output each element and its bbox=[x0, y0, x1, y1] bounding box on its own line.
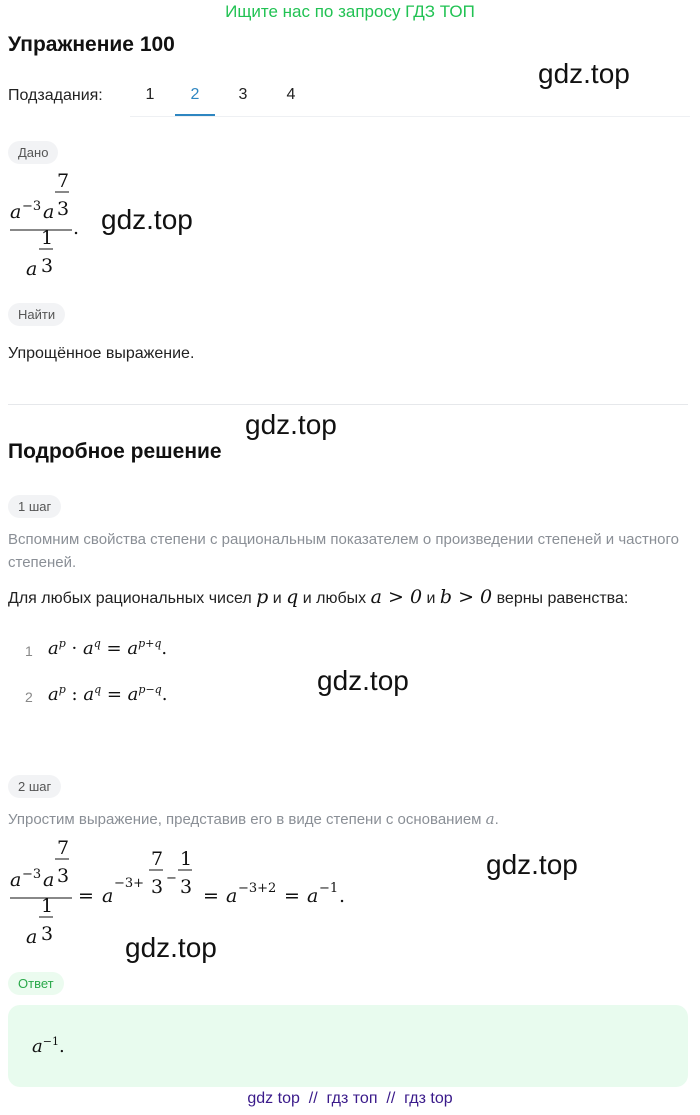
step-1-chip: 1 шаг bbox=[8, 495, 61, 518]
watermark: gdz.top bbox=[245, 409, 337, 440]
svg-text:a: a bbox=[307, 885, 319, 907]
cond-b: b > 0 bbox=[439, 586, 493, 608]
svg-text:7: 7 bbox=[57, 170, 70, 192]
svg-text:.: . bbox=[73, 217, 80, 239]
footer-links[interactable]: gdz top // гдз топ // гдз top bbox=[247, 1090, 453, 1107]
subtask-tabs bbox=[130, 78, 690, 117]
statement-and: и bbox=[272, 590, 282, 607]
statement-and-2: и bbox=[426, 590, 436, 607]
svg-text:3: 3 bbox=[41, 923, 54, 945]
answer-chip: Ответ bbox=[8, 972, 64, 995]
given-expression bbox=[6, 168, 96, 283]
svg-text:−: − bbox=[166, 871, 177, 886]
promo-banner[interactable]: Ищите нас по запросу ГДЗ ТОП bbox=[225, 2, 475, 21]
given-chip: Дано bbox=[8, 141, 58, 164]
rule-1-formula: $a^p \cdot a^q = a^{p+q}$. bbox=[48, 637, 168, 659]
subtasks-label: Подзадания: bbox=[8, 87, 103, 104]
svg-text:−3+: −3+ bbox=[114, 876, 145, 891]
answer-box bbox=[8, 1005, 688, 1087]
page-title: Упражнение 100 bbox=[8, 33, 175, 56]
step-2-chip: 2 шаг bbox=[8, 775, 61, 798]
rule-number: 2 bbox=[25, 689, 33, 705]
tab-subtask-2[interactable]: 2 bbox=[190, 86, 200, 103]
svg-text:−1: −1 bbox=[319, 881, 339, 896]
step-2-note: Упростим выражение, представив его в виде степени с основанием a. bbox=[8, 810, 499, 828]
svg-text:a: a bbox=[43, 869, 55, 891]
find-text: Упрощённое выражение. bbox=[8, 345, 195, 362]
svg-text:1: 1 bbox=[41, 227, 54, 249]
solution-heading: Подробное решение bbox=[8, 440, 222, 463]
svg-text:a: a bbox=[26, 926, 38, 948]
svg-text:3: 3 bbox=[41, 255, 54, 277]
svg-text:−3+2: −3+2 bbox=[238, 881, 277, 896]
svg-text:7: 7 bbox=[151, 848, 164, 870]
section-divider bbox=[8, 404, 688, 405]
svg-text:−3: −3 bbox=[22, 199, 42, 214]
svg-text:3: 3 bbox=[151, 876, 164, 898]
svg-text:3: 3 bbox=[180, 876, 193, 898]
tab-subtask-3[interactable]: 3 bbox=[238, 86, 248, 103]
watermark: gdz.top bbox=[125, 932, 217, 963]
rule-2-formula: $a^p$ : $a^q = a^{p-q}$. bbox=[48, 683, 168, 705]
step-1-note: Вспомним свойства степени с рациональным показателем о произведении степеней и частного степеней. bbox=[8, 531, 679, 571]
svg-text:1: 1 bbox=[41, 895, 54, 917]
svg-text:=: = bbox=[203, 885, 219, 907]
watermark: gdz.top bbox=[486, 849, 578, 880]
var-q: q bbox=[286, 586, 299, 608]
find-chip: Найти bbox=[8, 303, 65, 326]
svg-text:a: a bbox=[102, 885, 114, 907]
svg-text:3: 3 bbox=[57, 865, 70, 887]
tab-subtask-1[interactable]: 1 bbox=[145, 86, 155, 103]
svg-text:.: . bbox=[339, 885, 346, 907]
step-2-expression bbox=[6, 832, 366, 952]
watermark: gdz.top bbox=[101, 204, 193, 235]
rule-number: 1 bbox=[25, 643, 33, 659]
cond-a: a > 0 bbox=[370, 586, 423, 608]
svg-text:a: a bbox=[26, 258, 38, 280]
statement-pre: Для любых рациональных чисел bbox=[8, 590, 252, 607]
step-1-statement bbox=[8, 586, 628, 608]
answer-value: $a^{-1}$. bbox=[32, 1035, 65, 1057]
active-tab-indicator bbox=[175, 114, 215, 116]
svg-text:=: = bbox=[78, 885, 94, 907]
svg-text:a: a bbox=[10, 869, 22, 891]
watermark: gdz.top bbox=[538, 58, 630, 89]
svg-text:1: 1 bbox=[180, 848, 193, 870]
svg-text:a: a bbox=[43, 201, 55, 223]
svg-text:a: a bbox=[226, 885, 238, 907]
svg-text:=: = bbox=[284, 885, 300, 907]
svg-text:a: a bbox=[10, 201, 22, 223]
statement-mid: и любых bbox=[302, 590, 367, 607]
watermark: gdz.top bbox=[317, 665, 409, 696]
svg-text:7: 7 bbox=[57, 837, 70, 859]
statement-post: верны равенства: bbox=[496, 590, 629, 607]
tab-subtask-4[interactable]: 4 bbox=[286, 86, 296, 103]
svg-text:−3: −3 bbox=[22, 867, 42, 882]
var-p: p bbox=[256, 586, 269, 608]
svg-text:3: 3 bbox=[57, 198, 70, 220]
